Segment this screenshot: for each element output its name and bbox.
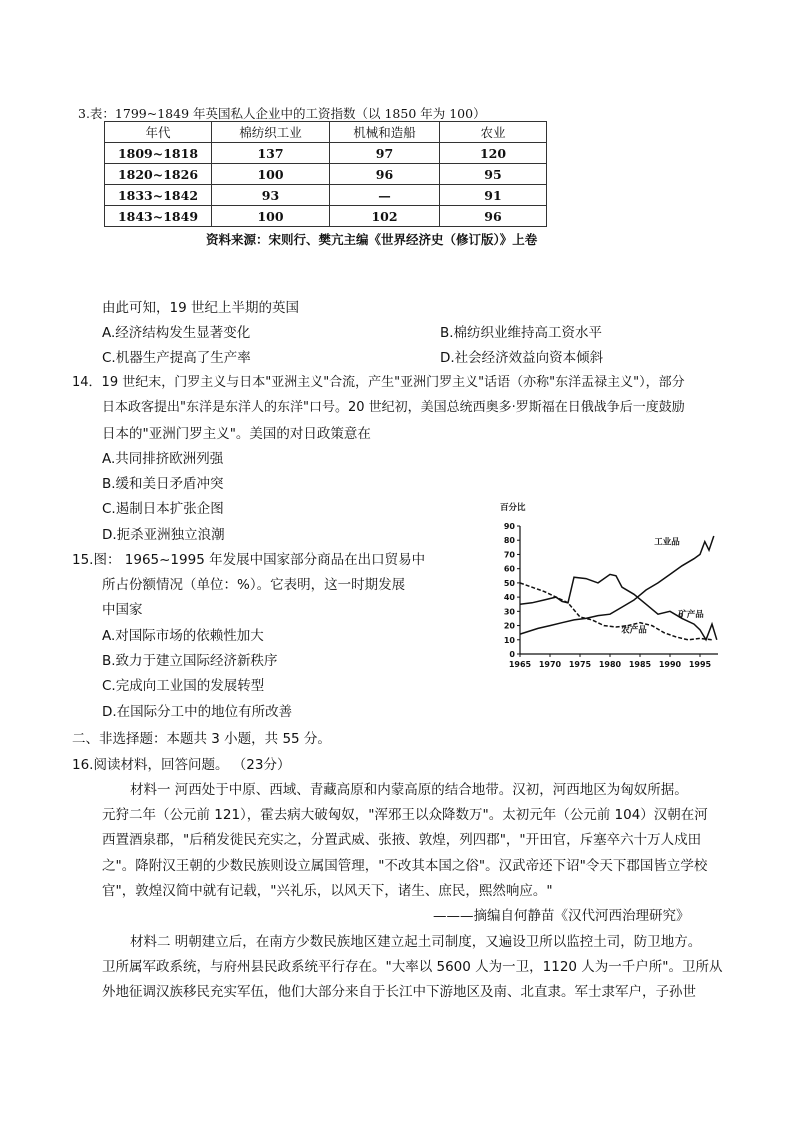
table-cell: 1833~1842 — [105, 185, 212, 206]
table-header-row — [105, 122, 547, 143]
y-tick-label: 0 — [509, 650, 515, 659]
x-tick-label: 1985 — [628, 660, 652, 669]
y-tick-label: 50 — [503, 578, 515, 588]
y-tick-label: 90 — [503, 522, 515, 531]
table-cell: 137 — [212, 143, 330, 164]
q13-option-d[interactable]: D.社会经济效益向资本倾斜 — [440, 350, 604, 366]
table-row — [105, 185, 547, 206]
x-tick-label: 1995 — [688, 660, 712, 669]
y-tick-label: 20 — [503, 621, 515, 631]
q16-title: 16.阅读材料，回答问题。 （23分） — [72, 757, 291, 773]
q15-line-2: 所占份额情况（单位：%）。它表明，这一时期发展 — [102, 577, 406, 593]
x-tick-label: 1980 — [598, 660, 622, 669]
m1-line: 之"。降附汉王朝的少数民族则设立属国管理，"不改其本国之俗"。汉武帝还下诏"令天下郡国皆立学校 — [102, 858, 708, 874]
series-label: 农产品 — [621, 625, 647, 636]
y-tick-label: 80 — [503, 536, 515, 546]
q15-option-d[interactable]: D.在国际分工中的地位有所改善 — [102, 704, 293, 720]
y-tick-label: 60 — [503, 564, 515, 574]
q14-option-b[interactable]: B.缓和美日矛盾冲突 — [102, 476, 224, 492]
m2-line: 卫所属军政系统，与府州县民政系统平行存在。"大率以 5600 人为一卫，1120 人为一千户所"。卫所从 — [102, 959, 723, 975]
m1-line: 材料一 河西处于中原、西域、青藏高原和内蒙高原的结合地带。汉初，河西地区为匈奴所据。 — [130, 782, 688, 798]
table-cell: 93 — [212, 185, 330, 206]
section-title: 二、非选择题：本题共 3 小题，共 55 分。 — [72, 731, 331, 747]
m1-line: 元狩二年（公元前 121），霍去病大破匈奴，"浑邪王以众降数万"。太初元年（公元前 104）汉朝在河 — [102, 807, 708, 823]
table-cell: 100 — [212, 164, 330, 185]
table-source: 资料来源：宋则行、樊亢主编《世界经济史（修订版）》上卷 — [206, 232, 538, 247]
table-header: 农业 — [440, 122, 547, 143]
q15-option-a[interactable]: A.对国际市场的依赖性加大 — [102, 628, 264, 644]
table-cell: 100 — [212, 206, 330, 227]
q15-option-c[interactable]: C.完成向工业国的发展转型 — [102, 678, 265, 694]
table-cell: 91 — [440, 185, 547, 206]
wage-index-table — [104, 121, 547, 227]
table-cell: 1809~1818 — [105, 143, 212, 164]
y-tick-label: 30 — [503, 607, 515, 617]
q14-line-3: 日本的"亚洲门罗主义"。美国的对日政策意在 — [102, 426, 371, 442]
y-tick-label: 70 — [503, 550, 515, 560]
y-axis-label: 百分比 — [500, 503, 526, 513]
series-line-2 — [520, 574, 717, 639]
y-tick-label: 40 — [503, 593, 515, 603]
table-cell: 96 — [440, 206, 547, 227]
q13-option-a[interactable]: A.经济结构发生显著变化 — [102, 325, 251, 341]
table-header: 棉纺织工业 — [212, 122, 330, 143]
m1-line: 西置酒泉郡，"后稍发徙民充实之，分置武威、张掖、敦煌，列四郡"，"开田官，斥塞卒六十万人戍田 — [102, 832, 702, 848]
table-cell: 95 — [440, 164, 547, 185]
table-cell: 102 — [330, 206, 440, 227]
table-cell: 1843~1849 — [105, 206, 212, 227]
q13-caption: 3.表：1799~1849 年英国私人企业中的工资指数（以 1850 年为 100） — [78, 106, 486, 121]
q14-line-2: 日本政客提出"东洋是东洋人的东洋"口号。20 世纪初，美国总统西奥多·罗斯福在日俄战争后一度鼓励 — [102, 400, 685, 415]
table-row — [105, 206, 547, 227]
series-label: 矿产品 — [678, 610, 704, 621]
export-share-chart — [490, 496, 730, 676]
q13-option-c[interactable]: C.机器生产提高了生产率 — [102, 350, 251, 366]
table-header: 年代 — [105, 122, 212, 143]
x-tick-label: 1965 — [508, 660, 532, 669]
q15-option-b[interactable]: B.致力于建立国际经济新秩序 — [102, 653, 278, 669]
x-tick-label: 1990 — [658, 660, 682, 669]
q14-option-d[interactable]: D.扼杀亚洲独立浪潮 — [102, 527, 225, 543]
q15-line-1: 15.图： 1965~1995 年发展中国家部分商品在出口贸易中 — [72, 552, 426, 568]
x-tick-label: 1975 — [568, 660, 592, 669]
table-header: 机械和造船 — [330, 122, 440, 143]
table-cell: — — [330, 185, 440, 206]
q15-line-3: 中国家 — [102, 602, 143, 618]
m1-line: 官"，敦煌汉简中就有记载，"兴礼乐，以风天下，诸生、庶民，熙然响应。" — [102, 883, 553, 899]
q13-stem: 由此可知，19 世纪上半期的英国 — [102, 300, 299, 316]
x-tick-label: 1970 — [538, 660, 562, 669]
m2-line: 外地征调汉族移民充实军伍，他们大部分来自于长江中下游地区及南、北直隶。军士隶军户，子孙世 — [102, 984, 696, 1000]
q13-option-b[interactable]: B.棉纺织业维持高工资水平 — [440, 325, 603, 341]
q14-option-a[interactable]: A.共同排挤欧洲列强 — [102, 451, 224, 467]
table-cell: 97 — [330, 143, 440, 164]
q14-line-1: 14．19 世纪末，门罗主义与日本"亚洲主义"合流，产生"亚洲门罗主义"话语（亦称"东洋盂禄主义"），部分 — [72, 375, 685, 390]
table-cell: 120 — [440, 143, 547, 164]
table-cell: 96 — [330, 164, 440, 185]
y-tick-label: 10 — [503, 635, 515, 645]
m2-line: 材料二 明朝建立后，在南方少数民族地区建立起土司制度，又遍设卫所以监控土司，防卫地方。 — [130, 934, 702, 950]
m1-source: ———摘编自何静苗《汉代河西治理研究》 — [433, 908, 690, 924]
series-label: 工业品 — [654, 537, 680, 548]
table-row — [105, 143, 547, 164]
table-row — [105, 164, 547, 185]
q14-option-c[interactable]: C.遏制日本扩张企图 — [102, 501, 224, 517]
table-cell: 1820~1826 — [105, 164, 212, 185]
